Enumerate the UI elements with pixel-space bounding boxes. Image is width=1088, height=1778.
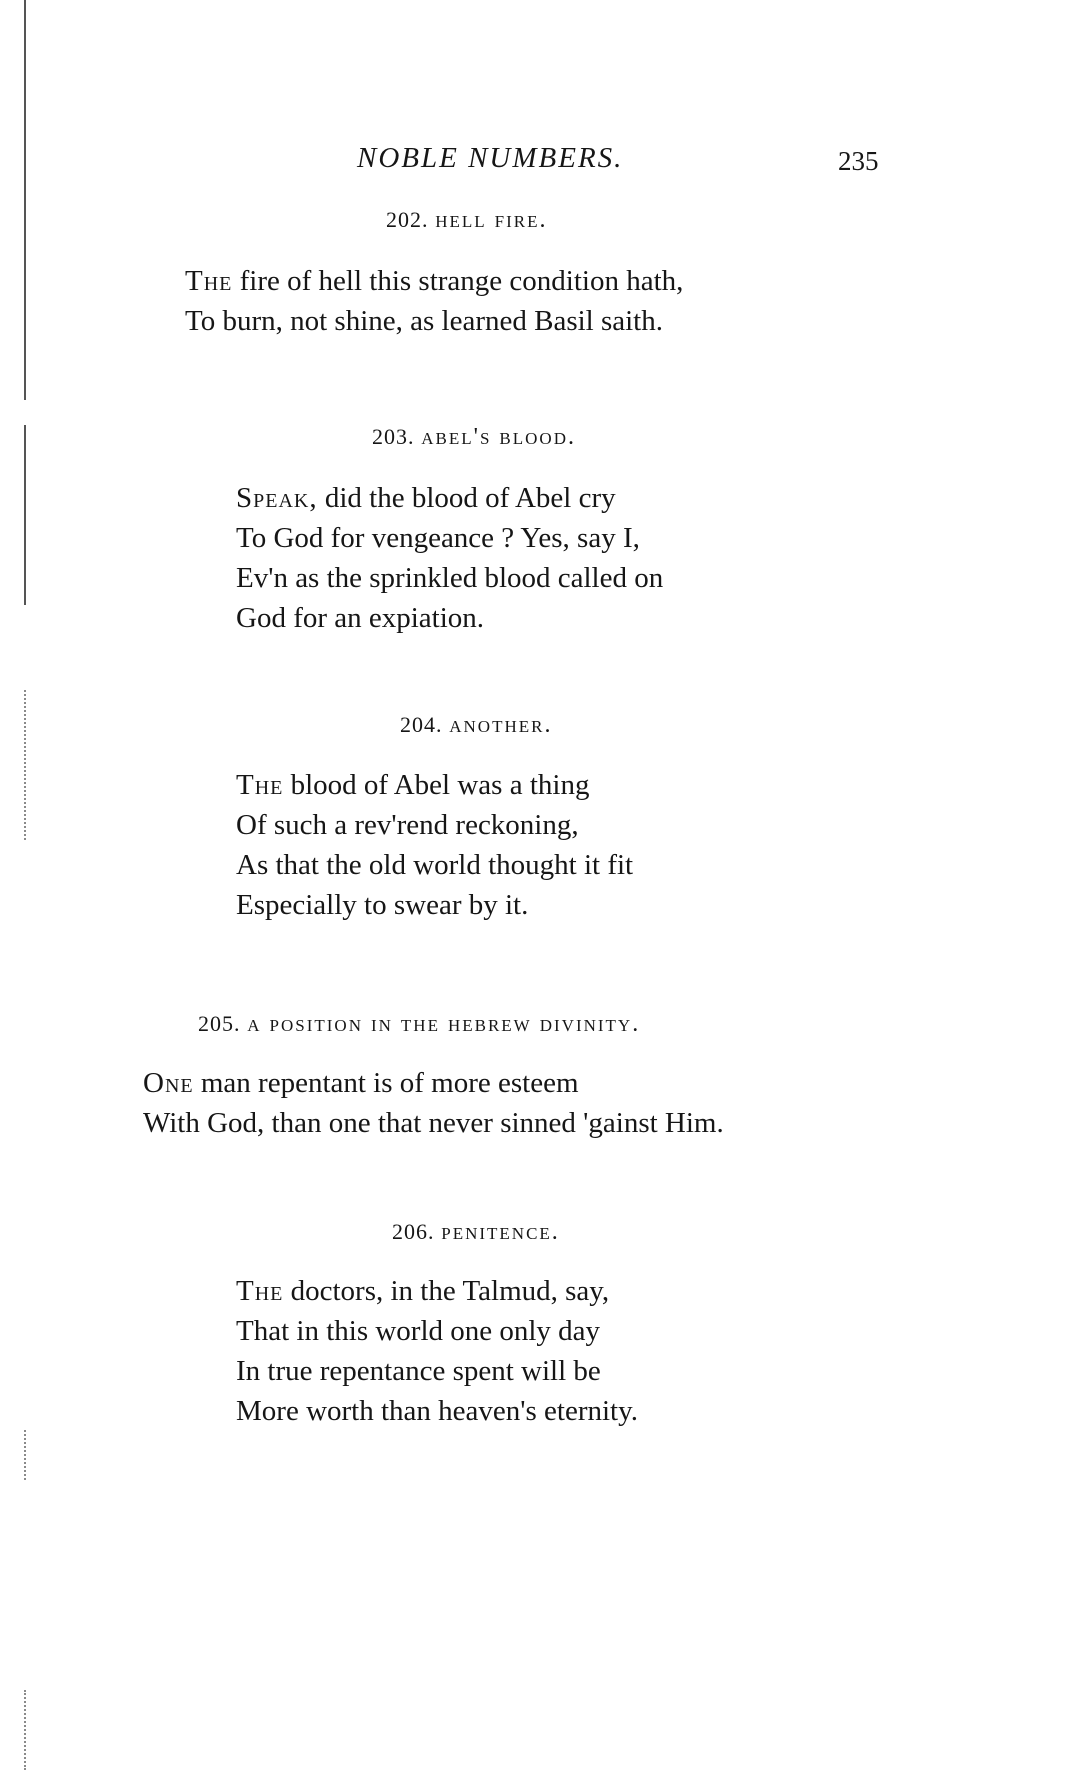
poem-line: As that the old world thought it fit: [236, 849, 634, 881]
page-number: 235: [838, 146, 879, 176]
poem-line: [236, 1271, 638, 1311]
poem-title-text: penitence.: [441, 1219, 560, 1245]
poem-line: To God for vengeance ? Yes, say I,: [236, 522, 640, 554]
poem-line: More worth than heaven's eternity.: [236, 1395, 638, 1427]
initial-word: The: [236, 1275, 284, 1307]
scan-edge-line: [24, 425, 26, 605]
line-text: did the blood of Abel cry: [317, 482, 616, 514]
poem-number: 204.: [400, 712, 443, 737]
poem-line: [143, 1063, 724, 1103]
poem-line: With God, than one that never sinned 'gainst Him.: [143, 1107, 724, 1139]
poem-number: 203.: [372, 424, 415, 449]
initial-word: The: [236, 769, 284, 801]
poem-line: Especially to swear by it.: [236, 889, 529, 921]
poem-title-text: hell fire.: [435, 207, 548, 233]
poem-line: Of such a rev'rend reckoning,: [236, 809, 579, 841]
initial-word: The: [185, 265, 233, 297]
line-text: doctors, in the Talmud, say,: [283, 1275, 610, 1307]
poem-stanza: [236, 765, 633, 925]
poem-title: [198, 1011, 640, 1038]
poem-number: 206.: [392, 1219, 435, 1244]
poem-stanza: [185, 261, 683, 341]
poem-line: [236, 478, 663, 518]
poem-title: [372, 424, 576, 451]
scan-edge-dots: [24, 690, 26, 840]
initial-word: One: [143, 1067, 194, 1099]
scan-edge-line: [24, 0, 26, 400]
poem-line: To burn, not shine, as learned Basil saith.: [185, 305, 663, 337]
poem-line: In true repentance spent will be: [236, 1355, 601, 1387]
line-text: man repentant is of more esteem: [193, 1067, 579, 1099]
poem-line: [236, 765, 633, 805]
poem-title-text: another.: [449, 712, 553, 738]
initial-word: Speak,: [236, 482, 318, 514]
poem-stanza: [236, 478, 663, 638]
running-title: NOBLE NUMBERS.: [357, 142, 624, 174]
poem-stanza: [236, 1271, 638, 1431]
poem-line: That in this world one only day: [236, 1315, 601, 1347]
poem-title: [400, 712, 552, 739]
poem-line: [185, 261, 683, 301]
poem-stanza: [143, 1063, 724, 1143]
poem-title: [392, 1219, 560, 1246]
poem-number: 202.: [386, 207, 429, 232]
poem-title: [386, 207, 548, 234]
line-text: blood of Abel was a thing: [283, 769, 590, 801]
poem-title-text: a position in the hebrew divinity.: [247, 1011, 641, 1037]
poem-number: 205.: [198, 1011, 241, 1036]
poem-line: God for an expiation.: [236, 602, 485, 634]
poem-title-text: abel's blood.: [421, 424, 576, 450]
scan-edge-dots: [24, 1430, 26, 1480]
scan-edge-dots: [24, 1690, 26, 1770]
poem-line: Ev'n as the sprinkled blood called on: [236, 562, 664, 594]
line-text: fire of hell this strange condition hath,: [232, 265, 684, 297]
